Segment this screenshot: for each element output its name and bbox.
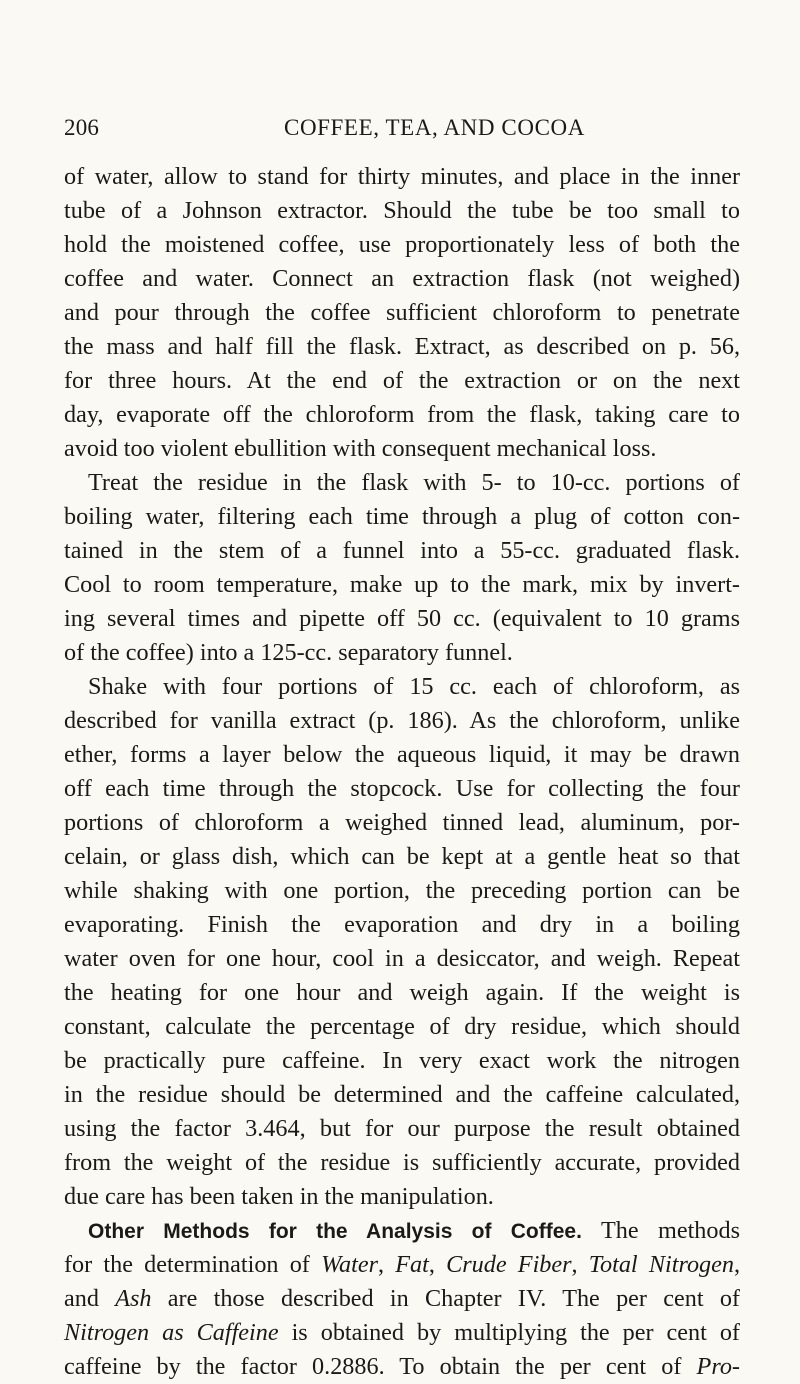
text-line: portions of chloroform a weighed tinned lead, aluminum, por- bbox=[64, 809, 740, 836]
text-run: , bbox=[571, 1251, 589, 1278]
text-run: , bbox=[733, 1251, 741, 1278]
text-line: in the residue should be determined and the caffeine calculated, bbox=[64, 1081, 740, 1108]
text-line: of water, allow to stand for thirty minutes, and place in the inner bbox=[64, 163, 740, 190]
text-line: constant, calculate the percentage of dry residue, which should bbox=[64, 1013, 740, 1040]
text-line bbox=[64, 1248, 740, 1282]
italic-term: Water bbox=[321, 1251, 378, 1278]
text-line: Cool to room temperature, make up to the mark, mix by invert- bbox=[64, 571, 740, 598]
text-line: the mass and half fill the flask. Extract, as described on p. 56, bbox=[64, 333, 740, 360]
text-run: caffeine by the factor 0.2886. To obtain the per cent of bbox=[64, 1353, 697, 1380]
text-line: of the coffee) into a 125-cc. separatory funnel. bbox=[64, 639, 513, 666]
italic-term: Fat bbox=[395, 1251, 429, 1278]
text-line: while shaking with one portion, the preceding portion can be bbox=[64, 877, 740, 904]
text-line: hold the moistened coffee, use proportionately less of both the bbox=[64, 231, 740, 258]
text-line: described for vanilla extract (p. 186). As the chloroform, unlike bbox=[64, 707, 740, 734]
text-line: day, evaporate off the chloroform from the flask, taking care to bbox=[64, 401, 740, 428]
text-line: tained in the stem of a funnel into a 55-cc. graduated flask. bbox=[64, 537, 740, 564]
text-line: off each time through the stopcock. Use for collecting the four bbox=[64, 775, 740, 802]
text-line: tube of a Johnson extractor. Should the tube be too small to bbox=[64, 197, 740, 224]
text-line: from the weight of the residue is sufficiently accurate, provided bbox=[64, 1149, 740, 1176]
body-text bbox=[64, 160, 740, 1384]
text-line: ether, forms a layer below the aqueous liquid, it may be drawn bbox=[64, 741, 740, 768]
text-line: and pour through the coffee sufficient chloroform to penetrate bbox=[64, 299, 740, 326]
running-title: COFFEE, TEA, AND COCOA bbox=[284, 115, 585, 140]
text-run: , bbox=[428, 1251, 447, 1278]
italic-term: Crude Fiber bbox=[446, 1251, 572, 1278]
text-line: ing several times and pipette off 50 cc. (equivalent to 10 grams bbox=[64, 605, 740, 632]
text-line: water oven for one hour, cool in a desiccator, and weigh. Repeat bbox=[64, 945, 740, 972]
text-line bbox=[64, 1282, 740, 1316]
paragraph-start: Shake with four portions of 15 cc. each of chloroform, as bbox=[88, 673, 740, 700]
italic-term: Nitrogen as Caffeine bbox=[64, 1319, 279, 1346]
text-run: for the determination of bbox=[64, 1251, 322, 1278]
text-line: coffee and water. Connect an extraction flask (not weighed) bbox=[64, 265, 740, 292]
section-heading-line bbox=[64, 1214, 740, 1248]
text-run: and bbox=[64, 1285, 116, 1312]
page-number: 206 bbox=[64, 115, 100, 140]
section-heading: Other Methods for the Analysis of Coffee. bbox=[88, 1220, 582, 1243]
italic-term: Total Nitrogen bbox=[588, 1251, 734, 1278]
text-run: is obtained by multiplying the per cent of bbox=[278, 1319, 740, 1346]
italic-term: Ash bbox=[115, 1285, 152, 1312]
text-run: The methods bbox=[581, 1217, 740, 1244]
text-line: due care has been taken in the manipulation. bbox=[64, 1183, 494, 1210]
text-run: , bbox=[377, 1251, 396, 1278]
text-line: evaporating. Finish the evaporation and dry in a boiling bbox=[64, 911, 740, 938]
text-line: using the factor 3.464, but for our purpose the result obtained bbox=[64, 1115, 740, 1142]
text-run: are those described in Chapter IV. The per cent of bbox=[151, 1285, 740, 1312]
text-line: be practically pure caffeine. In very exact work the nitrogen bbox=[64, 1047, 740, 1074]
text-line: celain, or glass dish, which can be kept at a gentle heat so that bbox=[64, 843, 740, 870]
text-line: avoid too violent ebullition with consequent mechanical loss. bbox=[64, 435, 657, 462]
text-line bbox=[64, 1316, 740, 1350]
paragraph-start: Treat the residue in the flask with 5- to 10-cc. portions of bbox=[88, 469, 740, 496]
running-header bbox=[64, 112, 744, 144]
italic-term: Pro- bbox=[696, 1353, 740, 1380]
text-line bbox=[64, 1350, 740, 1384]
text-line: boiling water, filtering each time through a plug of cotton con- bbox=[64, 503, 740, 530]
text-line: for three hours. At the end of the extraction or on the next bbox=[64, 367, 740, 394]
text-line: the heating for one hour and weigh again. If the weight is bbox=[64, 979, 740, 1006]
